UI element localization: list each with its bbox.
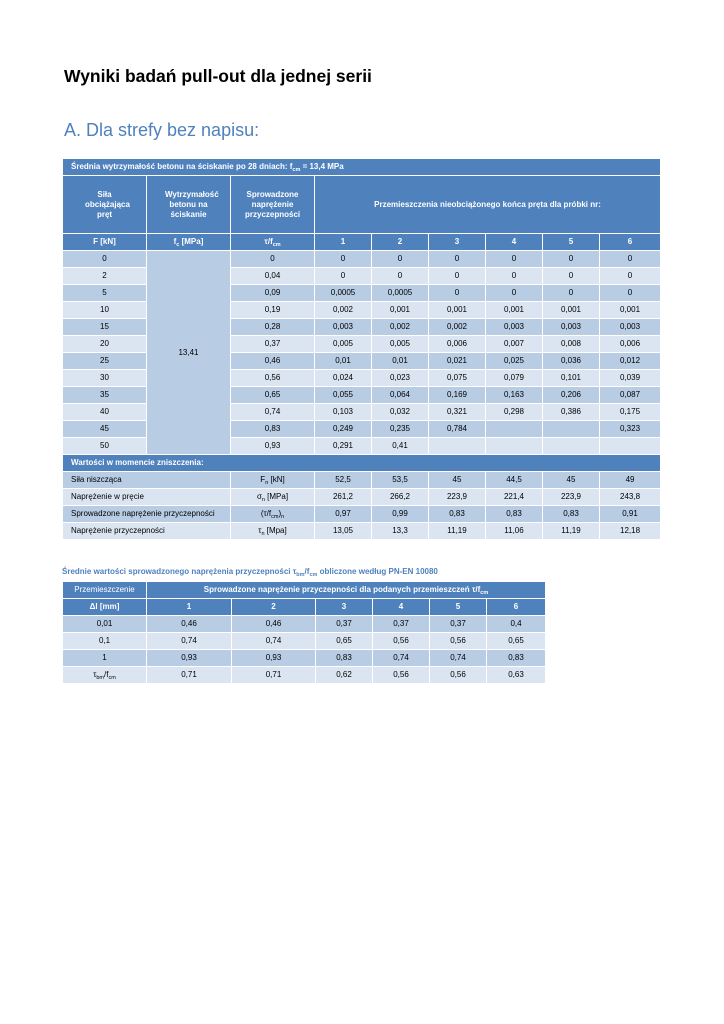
failure-value: 45 xyxy=(429,472,486,489)
failure-unit xyxy=(231,472,315,489)
failure-value: 0,91 xyxy=(600,506,661,523)
displacement-cell: 0,323 xyxy=(600,421,661,438)
displacement-cell: 0 xyxy=(486,251,543,268)
load-cell: 20 xyxy=(63,336,147,353)
label-sub: cm xyxy=(108,675,116,681)
failure-value: 223,9 xyxy=(429,489,486,506)
mean-bond-label xyxy=(63,667,147,684)
bond-stress-cell: 0,19 xyxy=(231,302,315,319)
displacement-cell: 0 xyxy=(315,268,372,285)
sample-number: 6 xyxy=(600,234,661,251)
failure-label: Siła niszcząca xyxy=(63,472,231,489)
displacement-cell: 0,002 xyxy=(372,319,429,336)
failure-header-row xyxy=(63,455,661,472)
unit-main: (τ/f xyxy=(260,509,272,518)
displacement-cell: 0,003 xyxy=(600,319,661,336)
displacement-cell: 0,021 xyxy=(429,353,486,370)
failure-value: 0,97 xyxy=(315,506,372,523)
displacement-cell: 0 xyxy=(486,285,543,302)
bond-stress-cell: 0,93 xyxy=(231,438,315,455)
displacement-cell: 0,784 xyxy=(429,421,486,438)
failure-value: 52,5 xyxy=(315,472,372,489)
displacement-cell: 0 xyxy=(543,268,600,285)
unit-tail: ) xyxy=(278,509,282,518)
displacement-cell: 0,002 xyxy=(315,302,372,319)
bond-stress-cell: 0,65 xyxy=(231,387,315,404)
averages-note: Średnie wartości sprowadzonego naprężenia przyczepności $\tau_{bm}/f_{cm}$ obliczone według PN-EN 10080 xyxy=(62,567,438,578)
unit-main: τ xyxy=(258,526,262,535)
table-row xyxy=(63,616,546,633)
displacement-cell: 0,169 xyxy=(429,387,486,404)
unit-f: F [kN] xyxy=(63,234,147,251)
table-row xyxy=(63,667,546,684)
displacement-cell: 0,175 xyxy=(600,404,661,421)
sample-number: 4 xyxy=(373,599,430,616)
failure-value: 11,19 xyxy=(543,523,600,540)
displacement-label: 0,01 xyxy=(63,616,147,633)
displacement-cell: 0,003 xyxy=(486,319,543,336)
load-cell: 25 xyxy=(63,353,147,370)
displacement-cell: 0,079 xyxy=(486,370,543,387)
displacement-cell: 0 xyxy=(315,251,372,268)
bond-value: 0,37 xyxy=(430,616,487,633)
load-cell: 30 xyxy=(63,370,147,387)
failure-value: 243,8 xyxy=(600,489,661,506)
failure-value: 13,3 xyxy=(372,523,429,540)
displacement-cell: 0,007 xyxy=(486,336,543,353)
displacement-cell: 0,0005 xyxy=(315,285,372,302)
unit-sub: n xyxy=(261,531,265,537)
displacement-cell: 0,025 xyxy=(486,353,543,370)
unit-main: F xyxy=(260,475,266,484)
failure-value: 11,19 xyxy=(429,523,486,540)
displacement-cell: 0,005 xyxy=(372,336,429,353)
concrete-strength-cell: 13,41 xyxy=(147,251,231,455)
unit-fc: $f_c$ [MPa] xyxy=(147,234,231,251)
displacement-cell: 0,101 xyxy=(543,370,600,387)
table-row xyxy=(63,251,661,268)
displacement-cell: 0,002 xyxy=(429,319,486,336)
displacement-cell: 0 xyxy=(429,285,486,302)
displacement-label: 1 xyxy=(63,650,147,667)
col-header-sila: Siła obciążająca pręt xyxy=(63,176,147,234)
sample-number: 5 xyxy=(430,599,487,616)
table-row xyxy=(63,650,546,667)
displacement-cell: 0,001 xyxy=(486,302,543,319)
bond-value: 0,74 xyxy=(373,650,430,667)
sample-number: 2 xyxy=(232,599,316,616)
sample-number: 6 xyxy=(487,599,546,616)
bond-value: 0,65 xyxy=(487,633,546,650)
pullout-results-table xyxy=(62,158,661,540)
displacement-cell: 0,41 xyxy=(372,438,429,455)
table-title: Średnia wytrzymałość betonu na ściskanie po 28 dniach: $f_{cm} = 13,4$ MPa xyxy=(63,159,661,176)
displacement-cell: 0,249 xyxy=(315,421,372,438)
failure-row xyxy=(63,472,661,489)
displacement-cell: 0,163 xyxy=(486,387,543,404)
load-cell: 10 xyxy=(63,302,147,319)
displacement-label: 0,1 xyxy=(63,633,147,650)
sample-number: 3 xyxy=(429,234,486,251)
failure-row xyxy=(63,506,661,523)
displacement-cell: 0,039 xyxy=(600,370,661,387)
displacement-cell xyxy=(486,438,543,455)
failure-header: Wartości w momencie zniszczenia: xyxy=(63,455,661,472)
displacement-cell: 0,01 xyxy=(372,353,429,370)
col-header-sprowadzone: Sprowadzone naprężenie przyczepności dla podanych przemieszczeń $\tau/f_{cm}$ xyxy=(147,582,546,599)
mean-bond-value: 0,56 xyxy=(430,667,487,684)
bond-stress-cell: 0,37 xyxy=(231,336,315,353)
displacement-cell: 0,087 xyxy=(600,387,661,404)
displacement-cell: 0 xyxy=(600,251,661,268)
displacement-cell: 0,055 xyxy=(315,387,372,404)
bond-stress-table xyxy=(62,581,546,684)
displacement-cell: 0,206 xyxy=(543,387,600,404)
displacement-cell: 0,001 xyxy=(372,302,429,319)
failure-value: 221,4 xyxy=(486,489,543,506)
failure-value: 12,18 xyxy=(600,523,661,540)
displacement-cell: 0 xyxy=(543,251,600,268)
bond-stress-cell: 0,28 xyxy=(231,319,315,336)
failure-row xyxy=(63,523,661,540)
displacement-cell: 0,291 xyxy=(315,438,372,455)
displacement-cell: 0,023 xyxy=(372,370,429,387)
bond-value: 0,83 xyxy=(316,650,373,667)
unit-tau: $\tau/f_{cm}$ xyxy=(231,234,315,251)
displacement-cell: 0,006 xyxy=(600,336,661,353)
sample-number: 1 xyxy=(147,599,232,616)
displacement-cell: 0,012 xyxy=(600,353,661,370)
displacement-cell: 0 xyxy=(486,268,543,285)
table-row xyxy=(63,633,546,650)
displacement-cell: 0,001 xyxy=(543,302,600,319)
load-cell: 45 xyxy=(63,421,147,438)
sample-number: 1 xyxy=(315,234,372,251)
failure-value: 11,06 xyxy=(486,523,543,540)
failure-unit xyxy=(231,523,315,540)
displacement-cell: 0 xyxy=(429,251,486,268)
unit-tail: [Mpa] xyxy=(264,526,287,535)
bond-value: 0,74 xyxy=(232,633,316,650)
displacement-cell: 0,036 xyxy=(543,353,600,370)
failure-value: 0,99 xyxy=(372,506,429,523)
bond-value: 0,4 xyxy=(487,616,546,633)
unit-tail: [kN] xyxy=(268,475,285,484)
failure-unit xyxy=(231,506,315,523)
failure-label: Naprężenie w pręcie xyxy=(63,489,231,506)
failure-value: 45 xyxy=(543,472,600,489)
label-main: τ xyxy=(93,670,97,679)
label-sub: bm xyxy=(96,675,104,681)
load-cell: 35 xyxy=(63,387,147,404)
bond-value: 0,37 xyxy=(373,616,430,633)
unit-sub: n xyxy=(265,480,269,486)
bond-value: 0,93 xyxy=(147,650,232,667)
bond-value: 0,46 xyxy=(232,616,316,633)
displacement-cell: 0,103 xyxy=(315,404,372,421)
bond-value: 0,56 xyxy=(373,633,430,650)
mean-bond-value: 0,71 xyxy=(232,667,316,684)
mean-bond-value: 0,62 xyxy=(316,667,373,684)
bond-value: 0,56 xyxy=(430,633,487,650)
displacement-cell: 0 xyxy=(543,285,600,302)
displacement-cell: 0 xyxy=(372,268,429,285)
bond-value: 0,83 xyxy=(487,650,546,667)
failure-value: 0,83 xyxy=(429,506,486,523)
displacement-cell: 0 xyxy=(372,251,429,268)
col-header-przemieszczenie: Przemieszczenie xyxy=(63,582,147,599)
displacement-cell: 0 xyxy=(600,285,661,302)
bond-stress-cell: 0 xyxy=(231,251,315,268)
bond-stress-cell: 0,56 xyxy=(231,370,315,387)
unit-main: σ xyxy=(256,492,262,501)
displacement-cell: 0,298 xyxy=(486,404,543,421)
displacement-cell: 0,008 xyxy=(543,336,600,353)
load-cell: 50 xyxy=(63,438,147,455)
bond-value: 0,74 xyxy=(147,633,232,650)
displacement-cell: 0,006 xyxy=(429,336,486,353)
failure-value: 53,5 xyxy=(372,472,429,489)
load-cell: 40 xyxy=(63,404,147,421)
failure-value: 44,5 xyxy=(486,472,543,489)
displacement-cell: 0 xyxy=(429,268,486,285)
bond-stress-cell: 0,74 xyxy=(231,404,315,421)
bond-stress-cell: 0,09 xyxy=(231,285,315,302)
load-cell: 5 xyxy=(63,285,147,302)
mean-bond-value: 0,71 xyxy=(147,667,232,684)
displacement-cell: 0,0005 xyxy=(372,285,429,302)
failure-value: 13,05 xyxy=(315,523,372,540)
col-header-sprowadzone: Sprowadzone naprężenie przyczepności xyxy=(231,176,315,234)
displacement-cell: 0,064 xyxy=(372,387,429,404)
unit-tail: [MPa] xyxy=(264,492,289,501)
displacement-cell xyxy=(486,421,543,438)
bond-stress-cell: 0,46 xyxy=(231,353,315,370)
sample-number: 4 xyxy=(486,234,543,251)
displacement-cell: 0,003 xyxy=(543,319,600,336)
displacement-cell: 0 xyxy=(600,268,661,285)
mean-bond-value: 0,56 xyxy=(373,667,430,684)
displacement-cell: 0,321 xyxy=(429,404,486,421)
bond-value: 0,74 xyxy=(430,650,487,667)
failure-value: 261,2 xyxy=(315,489,372,506)
failure-label: Naprężenie przyczepności xyxy=(63,523,231,540)
displacement-cell: 0,001 xyxy=(600,302,661,319)
failure-label: Sprowadzone naprężenie przyczepności xyxy=(63,506,231,523)
displacement-cell: 0,005 xyxy=(315,336,372,353)
displacement-cell: 0,032 xyxy=(372,404,429,421)
bond-stress-cell: 0,83 xyxy=(231,421,315,438)
failure-value: 0,83 xyxy=(486,506,543,523)
failure-value: 49 xyxy=(600,472,661,489)
unit-sub: n xyxy=(261,497,265,503)
bond-value: 0,46 xyxy=(147,616,232,633)
load-cell: 2 xyxy=(63,268,147,285)
failure-value: 223,9 xyxy=(543,489,600,506)
col-header-przemieszczenia: Przemieszczenia nieobciążonego końca pręta dla próbki nr: xyxy=(315,176,661,234)
mean-bond-value: 0,63 xyxy=(487,667,546,684)
col-header-wytrzymalosc: Wytrzymałość betonu na ściskanie xyxy=(147,176,231,234)
displacement-cell xyxy=(543,438,600,455)
displacement-cell: 0,075 xyxy=(429,370,486,387)
failure-value: 266,2 xyxy=(372,489,429,506)
unit-dl: Δl [mm] xyxy=(63,599,147,616)
displacement-cell: 0,003 xyxy=(315,319,372,336)
sample-number: 2 xyxy=(372,234,429,251)
bond-value: 0,65 xyxy=(316,633,373,650)
displacement-cell xyxy=(600,438,661,455)
page-title: Wyniki badań pull-out dla jednej serii xyxy=(64,66,372,86)
bond-value: 0,93 xyxy=(232,650,316,667)
displacement-cell: 0,235 xyxy=(372,421,429,438)
failure-row xyxy=(63,489,661,506)
load-cell: 0 xyxy=(63,251,147,268)
sample-number: 3 xyxy=(316,599,373,616)
bond-stress-cell: 0,04 xyxy=(231,268,315,285)
failure-value: 0,83 xyxy=(543,506,600,523)
unit-sub: cm xyxy=(271,514,279,520)
failure-unit xyxy=(231,489,315,506)
section-heading: A. Dla strefy bez napisu: xyxy=(64,120,260,140)
displacement-cell: 0,386 xyxy=(543,404,600,421)
displacement-cell: 0,001 xyxy=(429,302,486,319)
bond-value: 0,37 xyxy=(316,616,373,633)
displacement-cell: 0,01 xyxy=(315,353,372,370)
sample-number: 5 xyxy=(543,234,600,251)
label-tail: /f xyxy=(104,670,109,679)
displacement-cell: 0,024 xyxy=(315,370,372,387)
displacement-cell xyxy=(543,421,600,438)
displacement-cell xyxy=(429,438,486,455)
load-cell: 15 xyxy=(63,319,147,336)
unit-sub: n xyxy=(281,514,285,520)
